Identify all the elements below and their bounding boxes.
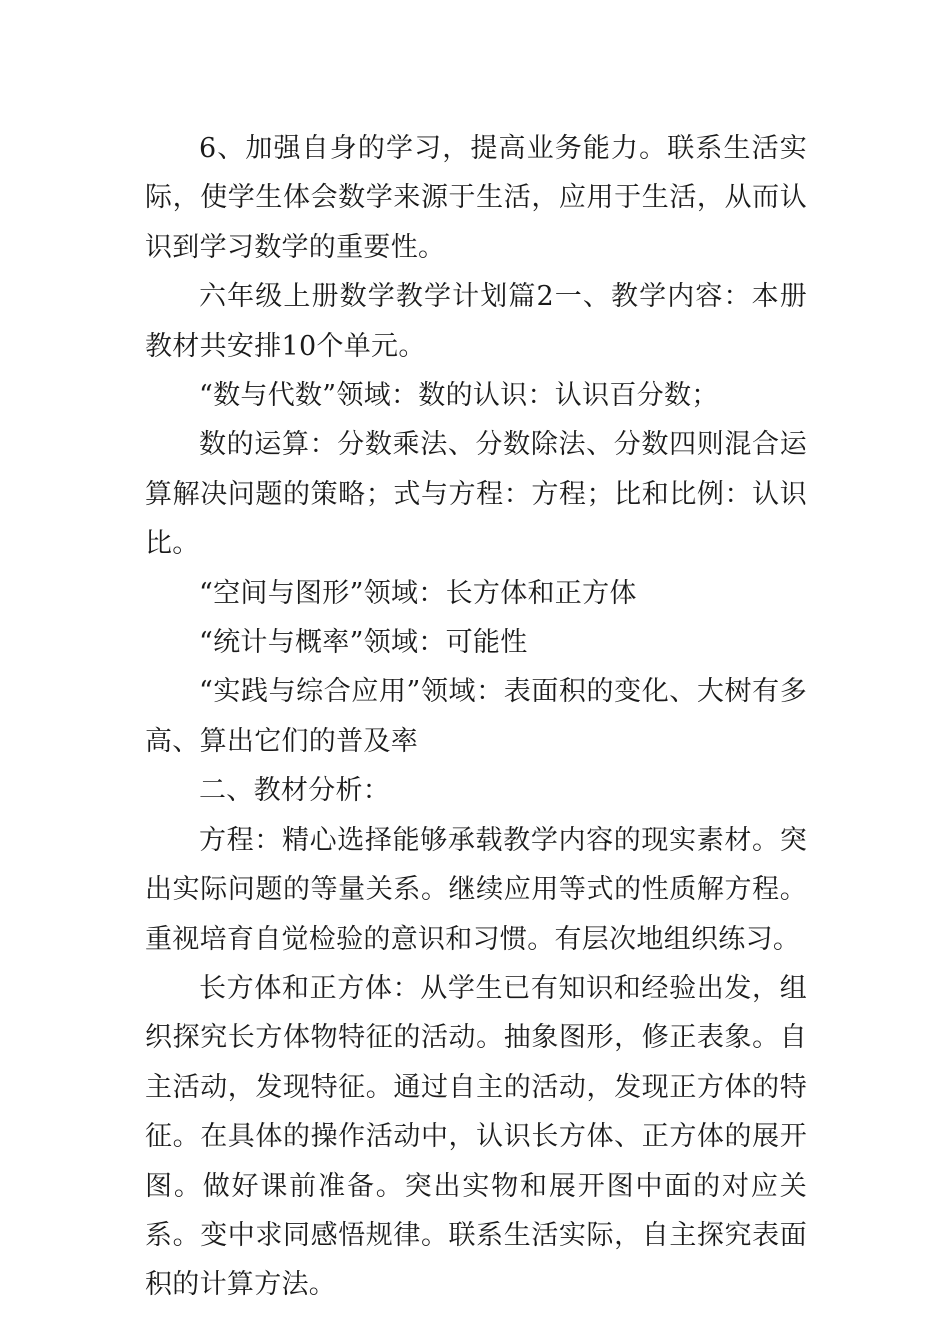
paragraph-practice-application: “实践与综合应用”领域：表面积的变化、大树有多高、算出它们的普及率: [145, 676, 807, 757]
paragraph-statistics: “统计与概率”领域：可能性: [199, 627, 528, 659]
paragraph-space-shapes: “空间与图形”领域：长方体和正方体: [199, 577, 637, 609]
paragraph-cuboid-cube: 长方体和正方体：从学生已有知识和经验出发，组织探究长方体物特征的活动。抽象图形，修正表象。自主活动，发现特征。通过自主的活动，发现正方体的特征。在具体的操作活动中，认识长方体、正方体的展开图。做好课前准备。突出实物和展开图中面的对应关系。变中求同感悟规律。联系生活实际，自主探究表面积的计算方法。: [145, 972, 807, 1301]
paragraph-plan-title-content: 六年级上册数学教学计划篇2一、教学内容：本册教材共安排10个单元。: [145, 281, 807, 362]
paragraph-operations: 数的运算：分数乘法、分数除法、分数四则混合运算解决问题的策略；式与方程：方程；比和比例：认识比。: [145, 429, 807, 560]
paragraph-equations: 方程：精心选择能够承载教学内容的现实素材。突出实际问题的等量关系。继续应用等式的性质解方程。重视培育自觉检验的意识和习惯。有层次地组织练习。: [145, 824, 807, 955]
paragraph-numbers-algebra: “数与代数”领域：数的认识：认识百分数；: [199, 380, 719, 412]
document-body: [145, 124, 807, 1310]
paragraph-strengthen-study: 6、加强自身的学习，提高业务能力。联系生活实际，使学生体会数学来源于生活，应用于生活，从而认识到学习数学的重要性。: [145, 133, 807, 263]
section-heading-textbook-analysis: 二、教材分析：: [199, 775, 391, 807]
